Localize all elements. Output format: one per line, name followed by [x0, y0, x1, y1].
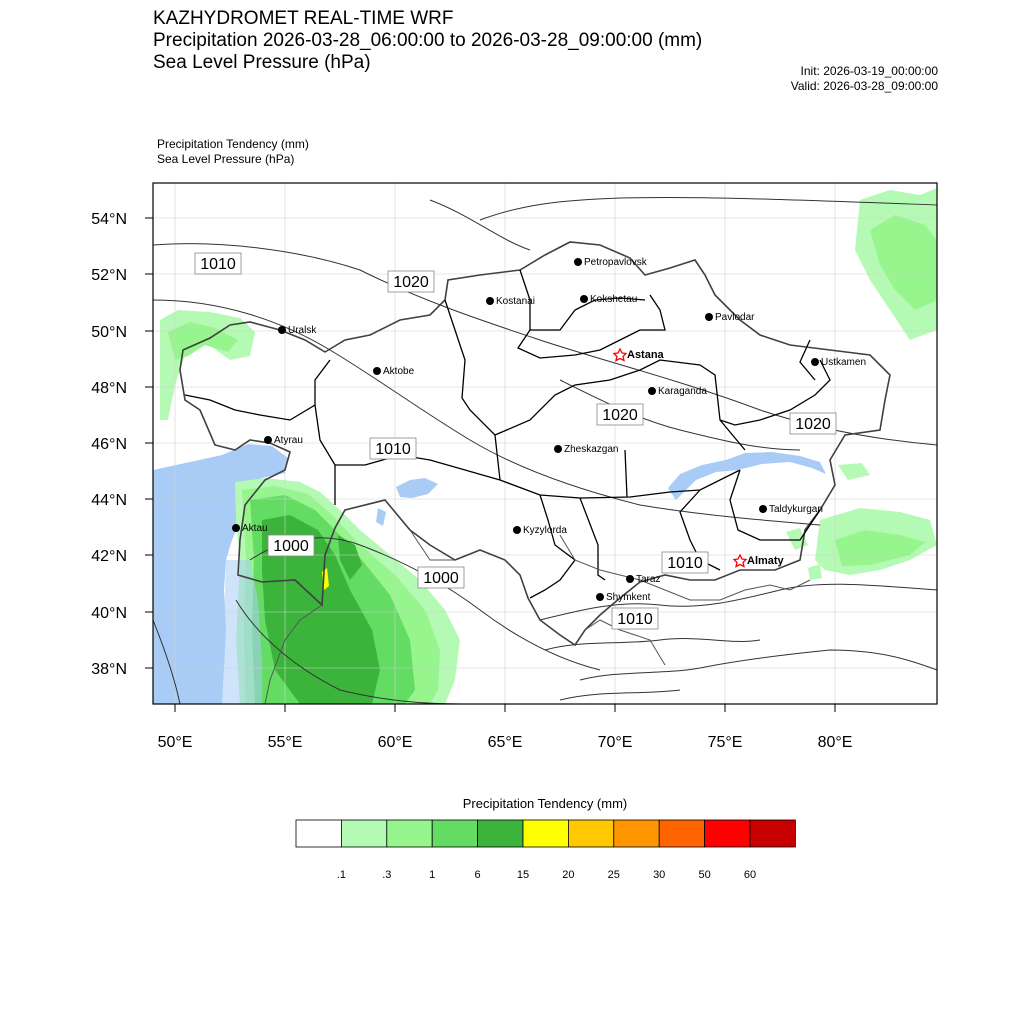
svg-text:Uralsk: Uralsk	[288, 325, 317, 336]
legend-swatch	[705, 820, 750, 847]
city-almaty	[734, 555, 785, 567]
field-line-1: Precipitation Tendency (mm)	[157, 137, 309, 151]
isobar-label	[195, 253, 241, 274]
isobar-label	[388, 271, 434, 292]
legend-swatch	[614, 820, 659, 847]
title-line-2: Precipitation 2026-03-28_06:00:00 to 2026-03-28_09:00:00 (mm)	[153, 30, 703, 51]
legend-swatch	[659, 820, 704, 847]
svg-text:1000: 1000	[423, 570, 459, 587]
legend-tick-label: 25	[607, 869, 620, 881]
svg-text:Shymkent: Shymkent	[606, 592, 651, 603]
lat-label: 38°N	[91, 661, 127, 678]
svg-text:1020: 1020	[393, 274, 429, 291]
lon-label: 60°E	[377, 734, 413, 751]
lon-label: 50°E	[157, 734, 193, 751]
legend-swatch	[478, 820, 523, 847]
lon-label: 55°E	[267, 734, 303, 751]
svg-text:Kostanai: Kostanai	[496, 296, 535, 307]
svg-text:Kyzylorda: Kyzylorda	[523, 525, 567, 536]
svg-text:Taldykurgan: Taldykurgan	[769, 504, 823, 515]
legend-labels	[337, 869, 756, 881]
city-atyrau	[264, 435, 303, 446]
valid-time: Valid: 2026-03-28_09:00:00	[790, 79, 938, 93]
svg-text:Astana: Astana	[627, 349, 664, 361]
svg-text:Karaganda: Karaganda	[658, 386, 707, 397]
city-karaganda	[648, 386, 707, 397]
legend-tick-label: .3	[382, 869, 392, 881]
legend-swatch	[568, 820, 613, 847]
legend-swatch	[387, 820, 432, 847]
lat-label: 42°N	[91, 548, 127, 565]
lon-label: 80°E	[817, 734, 853, 751]
aral-sea	[396, 478, 438, 498]
svg-text:1010: 1010	[667, 555, 703, 572]
svg-text:Zheskazgan: Zheskazgan	[564, 444, 619, 455]
svg-text:1010: 1010	[617, 611, 653, 628]
isobar-label	[790, 413, 836, 434]
svg-text:1010: 1010	[200, 256, 236, 273]
init-time: Init: 2026-03-19_00:00:00	[800, 64, 938, 78]
balkhash-lake	[668, 452, 826, 500]
legend-tick-label: 30	[653, 869, 666, 881]
legend-swatch	[341, 820, 386, 847]
legend-tick-label: 50	[698, 869, 711, 881]
isobar-label	[597, 404, 643, 425]
svg-text:Kokshetau: Kokshetau	[590, 294, 638, 305]
svg-text:1000: 1000	[273, 538, 309, 555]
svg-text:Almaty: Almaty	[747, 555, 784, 567]
city-petropavlovsk	[574, 257, 648, 268]
legend-tick-label: 60	[743, 869, 757, 881]
svg-text:1020: 1020	[602, 407, 638, 424]
city-taraz	[626, 574, 660, 585]
svg-text:Taraz: Taraz	[636, 574, 661, 585]
city-uralsk	[278, 325, 317, 336]
lat-labels	[91, 211, 127, 678]
city-taldykurgan	[759, 504, 823, 515]
svg-text:Atyrau: Atyrau	[274, 435, 303, 446]
lat-label: 54°N	[91, 211, 127, 228]
city-shymkent	[596, 592, 651, 603]
precip-east	[786, 188, 937, 580]
isobar-label	[370, 438, 416, 459]
isobar-label	[662, 552, 708, 573]
svg-text:1020: 1020	[795, 416, 831, 433]
lon-label: 75°E	[707, 734, 743, 751]
lon-label: 70°E	[597, 734, 633, 751]
legend-tick-label: 15	[516, 869, 530, 881]
isobar-label	[612, 608, 658, 629]
lat-label: 46°N	[91, 436, 127, 453]
lat-label: 40°N	[91, 605, 127, 622]
lat-label: 48°N	[91, 380, 127, 397]
lat-label: 50°N	[91, 324, 127, 341]
svg-text:Aktau: Aktau	[242, 523, 268, 534]
legend-tick-label: .1	[336, 869, 346, 881]
lat-label: 44°N	[91, 492, 127, 509]
legend-tick-label: 20	[562, 869, 575, 881]
svg-text:Ustkamen: Ustkamen	[821, 357, 867, 368]
city-zheskazgan	[554, 444, 618, 455]
title-line-3: Sea Level Pressure (hPa)	[153, 52, 371, 73]
legend-colorbar	[296, 820, 795, 847]
legend-tick-label: 6	[474, 869, 481, 881]
svg-text:Pavlodar: Pavlodar	[715, 312, 755, 323]
city-astana	[614, 349, 665, 361]
legend-swatch	[750, 820, 795, 847]
isobar-label	[418, 567, 464, 588]
legend-title: Precipitation Tendency (mm)	[462, 796, 628, 811]
svg-text:Aktobe: Aktobe	[383, 366, 415, 377]
isobar-label	[268, 535, 314, 556]
city-kostanai	[486, 296, 535, 307]
city-ustkamen	[811, 357, 866, 368]
field-line-2: Sea Level Pressure (hPa)	[157, 152, 295, 166]
lon-label: 65°E	[487, 734, 523, 751]
city-aktobe	[373, 366, 415, 377]
lake-small	[376, 508, 386, 526]
lat-label: 52°N	[91, 267, 127, 284]
lon-labels	[158, 734, 853, 751]
svg-text:1010: 1010	[375, 441, 411, 458]
legend-swatch	[296, 820, 341, 847]
legend-swatch	[432, 820, 477, 847]
legend-tick-label: 1	[429, 869, 436, 881]
map-area	[153, 183, 937, 704]
city-kyzylorda	[513, 525, 567, 536]
svg-text:Petropavlovsk: Petropavlovsk	[584, 257, 647, 268]
city-pavlodar	[705, 312, 755, 323]
title-line-1: KAZHYDROMET REAL-TIME WRF	[153, 8, 454, 29]
legend-swatch	[523, 820, 568, 847]
